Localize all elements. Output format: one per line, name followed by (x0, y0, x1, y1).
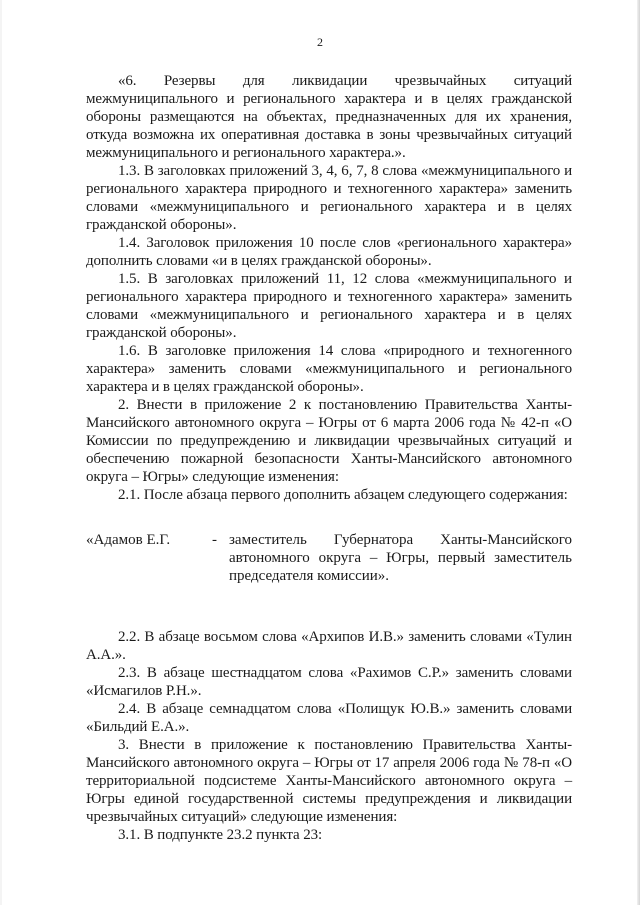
paragraph-1-5: 1.5. В заголовках приложений 11, 12 слова «межмуниципального и регионального характера природного и техногенного характера» заменить словами «межмуниципального и регионального характера и в целях гражданской обороны». (86, 271, 572, 341)
paragraph-3-1: 3.1. В подпункте 23.2 пункта 23: (118, 827, 323, 843)
paragraph-3: 3. Внести в приложение к постановлению Правительства Ханты-Мансийского автономного округа – Югры от 17 апреля 2006 года № 78-п «О территориальной подсистеме Ханты-Мансийского автономного округа – Югры единой государственной системы предупреждения и ликвидации чрезвычайных ситуаций» следующие изменения: (86, 737, 572, 825)
document-body-upper (86, 72, 572, 504)
paragraph-2-3: 2.3. В абзаце шестнадцатом слова «Рахимов С.Р.» заменить словами «Исмагилов Р.Н.». (86, 665, 572, 699)
member-position: заместитель Губернатора Ханты-Мансийского автономного округа – Югры, первый заместитель председателя комиссии». (229, 532, 572, 584)
paragraph-1-3: 1.3. В заголовках приложений 3, 4, 6, 7, 8 слова «межмуниципального и регионального характера природного и техногенного характера» заменить словами «межмуниципального и регионального характера и в целях гражданской обороны». (86, 163, 572, 233)
paragraph-1-6: 1.6. В заголовке приложения 14 слова «природного и техногенного характера» заменить словами «межмуниципального и регионального характера и в целях гражданской обороны». (86, 343, 572, 395)
entry-dash: - (212, 532, 217, 548)
paragraph-2-4: 2.4. В абзаце семнадцатом слова «Полищук Ю.В.» заменить словами «Бильдий Е.А.». (86, 701, 572, 735)
member-name: «Адамов Е.Г. (86, 532, 171, 548)
page-number: 2 (317, 35, 323, 49)
paragraph-item-6-text: «6. Резервы для ликвидации чрезвычайных ситуаций межмуниципального и регионального характера и в целях гражданской обороны размещаются на объектах, предназначенных для их хранения, откуда возможна их оперативная доставка в зоны чрезвычайных ситуаций межмуниципального и регионального характера.». (86, 73, 572, 161)
scan-left-edge (0, 0, 2, 905)
paragraph-2-2: 2.2. В абзаце восьмом слова «Архипов И.В.» заменить словами «Тулин А.А.». (86, 629, 572, 663)
paragraph-2: 2. Внести в приложение 2 к постановлению Правительства Ханты-Мансийского автономного округа – Югры от 6 марта 2006 года № 42-п «О Комиссии по предупреждению и ликвидации чрезвычайных ситуаций и обеспечению пожарной безопасности Ханты-Мансийского автономного округа – Югры» следующие изменения: (86, 397, 572, 485)
document-body-lower (86, 628, 572, 844)
paragraph-2-1: 2.1. После абзаца первого дополнить абзацем следующего содержания: (118, 487, 568, 503)
paragraph-1-4: 1.4. Заголовок приложения 10 после слов «регионального характера» дополнить словами «и в целях гражданской обороны». (86, 235, 572, 269)
